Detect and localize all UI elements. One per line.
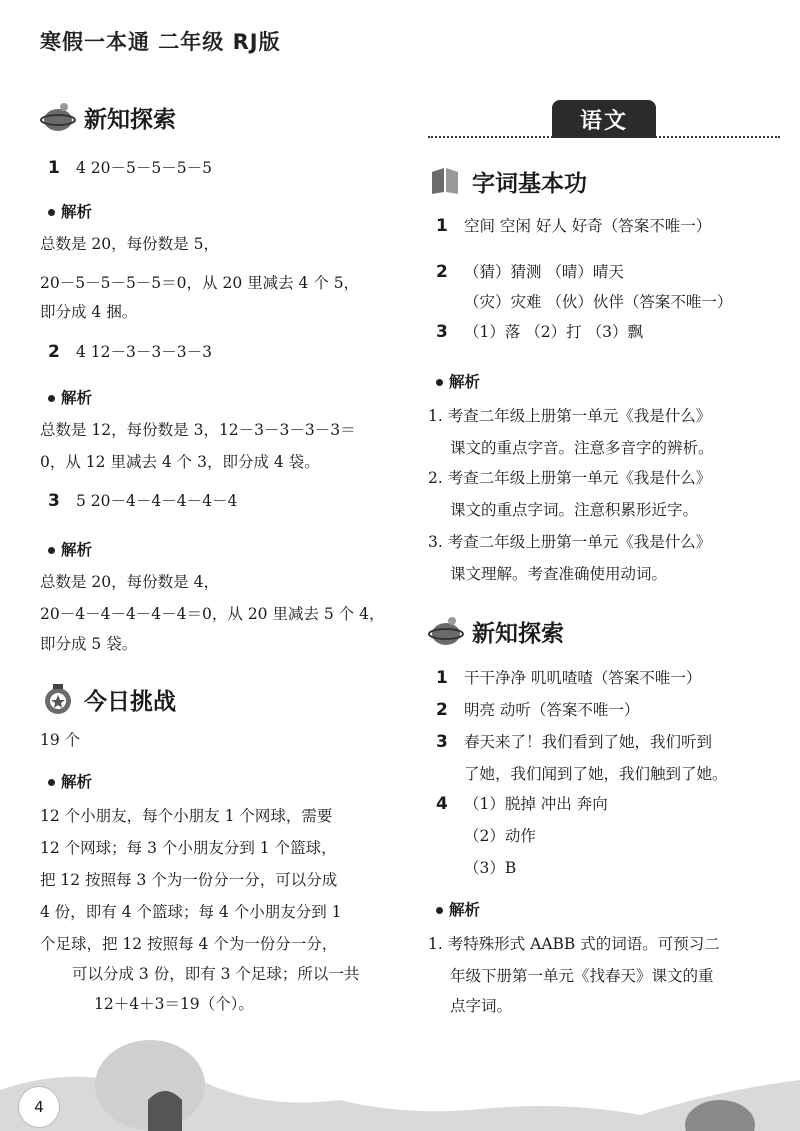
page-number: 4 — [18, 1086, 60, 1128]
subject-tab-chinese: 语文 — [552, 100, 656, 138]
analysis-line: 课文理解。考查准确使用动词。 — [450, 565, 668, 583]
planet-icon — [428, 614, 464, 648]
analysis-line: 20－5－5－5－5＝0，从 20 里减去 4 个 5， — [40, 274, 360, 292]
question-4-line3: （3）B — [464, 859, 517, 877]
section-title-text: 今日挑战 — [84, 688, 176, 715]
section-title-text: 新知探索 — [472, 620, 564, 647]
question-2-line2: （灾）灾难 （伙）伙伴（答案不唯一） — [464, 293, 733, 311]
analysis-line: 把 12 按照每 3 个为一份分一分，可以分成 — [40, 871, 338, 889]
bullet-icon — [436, 379, 443, 386]
analysis-line: 4 份，即有 4 个篮球；每 4 个小朋友分到 1 — [40, 903, 342, 921]
bullet-icon — [48, 547, 55, 554]
question-1: 1 干干净净 叽叽喳喳（答案不唯一） — [436, 668, 702, 688]
section-title-text: 新知探索 — [84, 106, 176, 133]
question-number: 1 — [48, 158, 60, 178]
question-4-line2: （2）动作 — [464, 827, 536, 845]
question-3: 3 （1）落 （2）打 （3）飘 — [436, 322, 643, 342]
page-header: 寒假一本通 二年级 RJ版 — [40, 30, 281, 54]
analysis-line: 1. 考特殊形式 AABB 式的词语。可预习二 — [428, 935, 720, 953]
dotted-divider — [428, 136, 780, 138]
question-3: 3 5 20－4－4－4－4－4 — [48, 491, 238, 511]
challenge-answer: 19 个 — [40, 731, 81, 749]
question-4: 4 （1）脱掉 冲出 奔向 — [436, 794, 608, 814]
bullet-icon — [48, 395, 55, 402]
question-1: 1 空间 空闲 好人 好奇（答案不唯一） — [436, 216, 712, 236]
analysis-line: 即分成 4 捆。 — [40, 303, 138, 321]
analysis-line: 个足球，把 12 按照每 4 个为一份分一分， — [40, 935, 338, 953]
analysis-label: 解析 — [48, 538, 92, 560]
analysis-line: 20－4－4－4－4－4＝0，从 20 里减去 5 个 4， — [40, 605, 385, 623]
analysis-line: 12＋4＋3＝19（个）。 — [94, 995, 254, 1013]
question-2: 2 4 12－3－3－3－3 — [48, 342, 212, 362]
analysis-line: 点字词。 — [450, 997, 513, 1015]
medal-icon — [40, 682, 76, 716]
answer-text: 4 20－5－5－5－5 — [76, 159, 212, 177]
analysis-line: 2. 考查二年级上册第一单元《我是什么》 — [428, 469, 712, 487]
section-title-xinzhi-2 — [428, 614, 564, 648]
bullet-icon — [436, 907, 443, 914]
analysis-line: 课文的重点字词。注意积累形近字。 — [450, 501, 699, 519]
analysis-line: 可以分成 3 份，即有 3 个足球；所以一共 — [72, 965, 360, 983]
question-2: 2 （猜）猜测 （晴）晴天 — [436, 262, 624, 282]
question-1 — [48, 158, 212, 178]
analysis-line: 总数是 20，每份数是 5， — [40, 235, 219, 253]
section-title-ziji — [428, 164, 587, 198]
analysis-line: 总数是 12，每份数是 3，12－3－3－3－3＝ — [40, 421, 356, 439]
section-title-xinzhi — [40, 100, 176, 134]
analysis-line: 1. 考查二年级上册第一单元《我是什么》 — [428, 407, 712, 425]
section-title-challenge — [40, 682, 176, 716]
planet-icon — [40, 100, 76, 134]
analysis-label: 解析 — [436, 898, 480, 920]
analysis-line: 12 个网球；每 3 个小朋友分到 1 个篮球， — [40, 839, 337, 857]
analysis-line: 0，从 12 里减去 4 个 3，即分成 4 袋。 — [40, 453, 320, 471]
analysis-label: 解析 — [48, 770, 92, 792]
question-2: 2 明亮 动听（答案不唯一） — [436, 700, 640, 720]
analysis-line: 即分成 5 袋。 — [40, 635, 138, 653]
bottom-decoration — [0, 1020, 800, 1131]
analysis-label: 解析 — [436, 370, 480, 392]
bullet-icon — [48, 209, 55, 216]
analysis-label: 解析 — [48, 386, 92, 408]
bullet-icon — [48, 779, 55, 786]
analysis-label: 解析 — [48, 200, 92, 222]
section-title-text: 字词基本功 — [472, 170, 587, 197]
analysis-line: 3. 考查二年级上册第一单元《我是什么》 — [428, 533, 712, 551]
question-3: 3 春天来了！我们看到了她，我们听到 — [436, 732, 713, 752]
book-icon — [428, 164, 464, 198]
analysis-line: 总数是 20，每份数是 4， — [40, 573, 219, 591]
analysis-line: 12 个小朋友，每个小朋友 1 个网球，需要 — [40, 807, 333, 825]
analysis-line: 课文的重点字音。注意多音字的辨析。 — [450, 439, 714, 457]
question-3-line2: 了她，我们闻到了她，我们触到了她。 — [464, 765, 728, 783]
analysis-line: 年级下册第一单元《找春天》课文的重 — [450, 967, 714, 985]
